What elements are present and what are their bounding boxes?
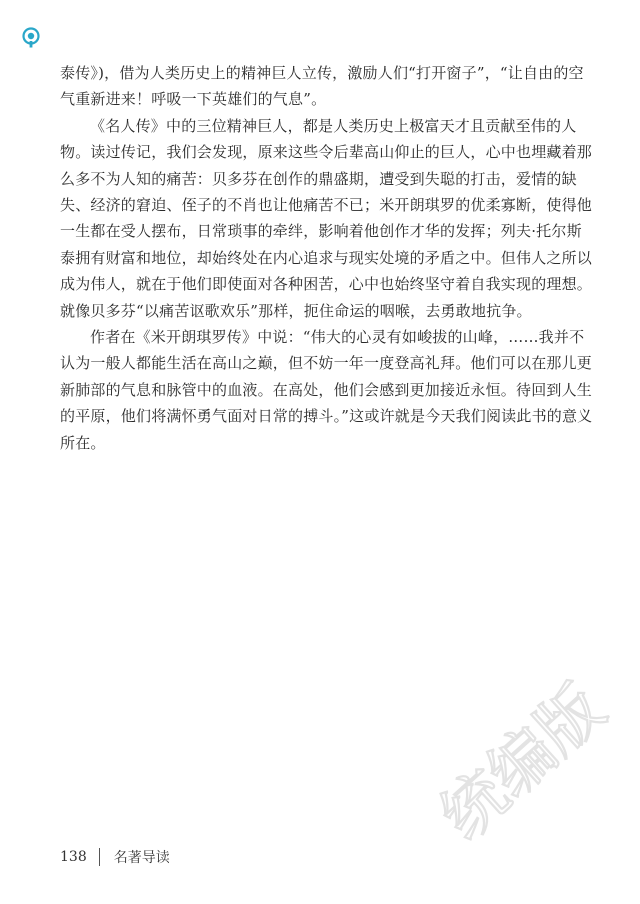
page-footer: [60, 847, 170, 867]
footer-divider: [99, 848, 100, 866]
paragraph-three-giants: 《名人传》中的三位精神巨人，都是人类历史上极富天才且贡献至伟的人物。读过传记，我们会发现，原来这些令后辈高山仰止的巨人，心中也埋藏着那么多不为人知的痛苦：贝多芬在创作的鼎盛期，遭受到失聪的打击，爱情的缺失、经济的窘迫、侄子的不肖也让他痛苦不已；米开朗琪罗的优柔寡断，使得他一生都在受人摆布，日常琐事的牵绊，影响着他创作才华的发挥；列夫·托尔斯泰拥有财富和地位，却始终处在内心追求与现实处境的矛盾之中。但伟人之所以成为伟人，就在于他们即使面对各种困苦，心中也始终坚守着自我实现的理想。就像贝多芬“以痛苦讴歌欢乐”那样，扼住命运的咽喉，去勇敢地抗争。: [60, 116, 593, 320]
page-body: [60, 60, 595, 456]
book-title: 名著导读: [113, 850, 170, 866]
page-number: 138: [60, 849, 87, 865]
publisher-logo-icon: [20, 27, 42, 49]
paragraph-continuation: 泰传》)，借为人类历史上的精神巨人立传，激励人们“打开窗子”，“让自由的空气重新进来！呼吸一下英雄们的气息”。: [60, 64, 584, 109]
paragraph-author-quote: 作者在《米开朗琪罗传》中说：“伟大的心灵有如峻拔的山峰，……我并不认为一般人都能生活在高山之巅，但不妨一年一度登高礼拜。他们可以在那儿更新肺部的气息和脉管中的血液。在高处，他们会感到更加接近永恒。待回到人生的平原，他们将满怀勇气面对日常的搏斗。”这或许就是今天我们阅读此书的意义所在。: [60, 328, 593, 452]
watermark-logo: [415, 655, 635, 875]
svg-text:统编版: 统编版: [426, 671, 620, 855]
